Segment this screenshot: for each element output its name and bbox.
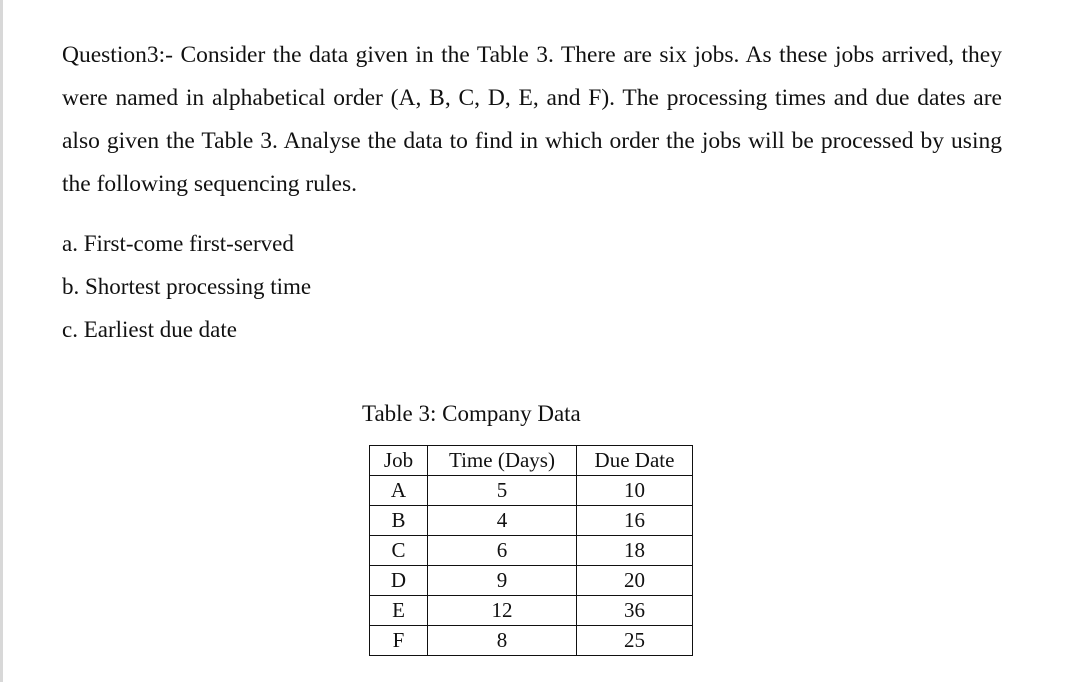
header-due-date: Due Date	[577, 446, 693, 476]
job-cell: E	[370, 596, 428, 626]
time-cell: 9	[428, 566, 577, 596]
page-left-edge	[0, 0, 3, 682]
time-cell: 6	[428, 536, 577, 566]
sequencing-rules-list	[62, 222, 311, 351]
time-cell: 4	[428, 506, 577, 536]
time-cell: 12	[428, 596, 577, 626]
due-date-cell: 18	[577, 536, 693, 566]
time-cell: 5	[428, 476, 577, 506]
header-job: Job	[370, 446, 428, 476]
job-cell: D	[370, 566, 428, 596]
table-row	[370, 506, 693, 536]
job-cell: C	[370, 536, 428, 566]
time-cell: 8	[428, 626, 577, 656]
company-data-table	[369, 445, 693, 656]
header-time: Time (Days)	[428, 446, 577, 476]
job-cell: F	[370, 626, 428, 656]
question-paragraph: Question3:- Consider the data given in the Table 3. There are six jobs. As these jobs arrived, they were named in alphabetical order (A, B, C, D, E, and F). The processing times and due dates are also given the Table 3. Analyse the data to find in which order the jobs will be processed by using the following sequencing rules.	[62, 42, 1002, 197]
due-date-cell: 25	[577, 626, 693, 656]
table-row	[370, 566, 693, 596]
due-date-cell: 16	[577, 506, 693, 536]
table-row	[370, 536, 693, 566]
due-date-cell: 20	[577, 566, 693, 596]
table-header-row	[370, 446, 693, 476]
rule-option-c: c. Earliest due date	[62, 317, 237, 342]
due-date-cell: 10	[577, 476, 693, 506]
rule-option-b: b. Shortest processing time	[62, 274, 312, 299]
job-cell: A	[370, 476, 428, 506]
table-row	[370, 476, 693, 506]
due-date-cell: 36	[577, 596, 693, 626]
table-row	[370, 626, 693, 656]
table-row	[370, 596, 693, 626]
rule-option-a: a. First-come first-served	[62, 231, 294, 256]
job-cell: B	[370, 506, 428, 536]
table-caption: Table 3: Company Data	[362, 401, 581, 426]
